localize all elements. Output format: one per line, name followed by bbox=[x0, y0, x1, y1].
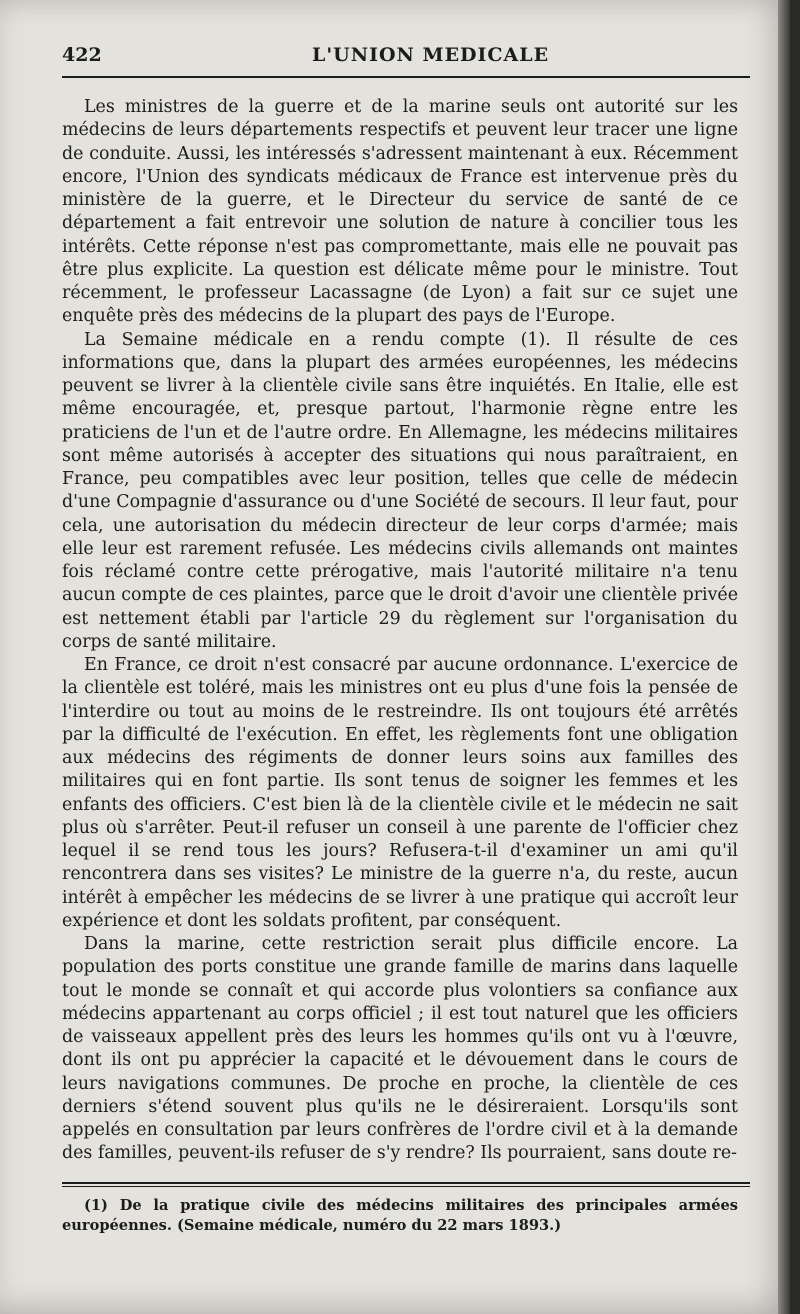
paragraph: La Semaine médicale en a rendu compte (1). Il résulte de ces informations que, dans la plupart des armées européennes, les médecins peuvent se livrer à la clientèle civile sans être inquiétés. En Italie, elle est même encouragée, et, presque partout, l'harmonie règne entre les praticiens de l'un et de l'autre ordre. En Allemagne, les médecins militaires sont même autorisés à accepter des situations qui nous paraîtraient, en France, peu compatibles avec leur position, telles que celle de médecin d'une Compagnie d'assurance ou d'une Société de secours. Il leur faut, pour cela, une autorisation du médecin directeur de leur corps d'armée; mais elle leur est rarement refusée. Les médecins civils allemands ont maintes fois réclamé contre cette prérogative, mais l'autorité militaire n'a tenu aucun compte de ces plaintes, parce que le droit d'avoir une clientèle privée est nettement établi par l'article 29 du règlement sur l'organisation du corps de santé militaire. bbox=[62, 329, 738, 652]
footnote-rule-thin bbox=[62, 1186, 750, 1187]
page-header bbox=[62, 44, 752, 74]
paragraph: Les ministres de la guerre et de la marine seuls ont autorité sur les médecins de leurs départements respectifs et peuvent leur tracer une ligne de conduite. Aussi, les intéressés s'adressent maintenant à eux. Récemment encore, l'Union des syndicats médicaux de France est intervenue près du ministère de la guerre, et le Directeur du service de santé de ce département a fait entrevoir une solution de nature à concilier tous les intérêts. Cette réponse n'est pas compromettante, mais elle ne pouvait pas être plus explicite. La question est délicate même pour le ministre. Tout récemment, le professeur Lacassagne (de Lyon) a fait sur ce sujet une enquête près des médecins de la plupart des pays de l'Europe. bbox=[62, 97, 738, 327]
running-title: L'UNION MEDICALE bbox=[312, 44, 550, 66]
paragraph: Dans la marine, cette restriction serait plus difficile encore. La population des ports constitue une grande famille de marins dans laquelle tout le monde se connaît et qui accorde plus volontiers sa confiance aux médecins appartenant au corps officiel ; il est tout naturel que les officiers de vaisseaux appellent près des leurs les hommes qu'ils ont vu à l'œuvre, dont ils ont pu apprécier la capacité et le dévouement dans le cours de leurs navigations communes. De proche en proche, la clientèle de ces derniers s'étend souvent plus qu'ils ne le désireraient. Lorsqu'ils sont appelés en consultation par leurs confrères de l'ordre civil et à la demande des familles, peuvent-ils refuser de s'y rendre? Ils pourraient, sans doute re- bbox=[62, 934, 738, 1164]
page-edge-shadow bbox=[778, 0, 790, 1314]
page-number: 422 bbox=[62, 44, 102, 66]
article-body bbox=[62, 96, 738, 1166]
paragraph: En France, ce droit n'est consacré par aucune ordonnance. L'exercice de la clientèle est toléré, mais les ministres ont eu plus d'une fois la pensée de l'interdire ou tout au moins de le restreindre. Ils ont toujours été arrêtés par la difficulté de l'exécution. En effet, les règlements font une obligation aux médecins des régiments de donner leurs soins aux familles des militaires qui en font partie. Ils sont tenus de soigner les femmes et les enfants des officiers. C'est bien là de la clientèle civile et le médecin ne sait plus où s'arrêter. Peut-il refuser un conseil à une parente de l'officier chez lequel il se rend tous les jours? Refusera-t-il d'examiner un ami qu'il rencontrera dans ses visites? Le ministre de la guerre n'a, du reste, aucun intérêt à empêcher les médecins de se livrer à une pratique qui accroît leur expérience et dont les soldats profitent, par conséquent. bbox=[62, 655, 738, 931]
footnote: (1) De la pratique civile des médecins militaires des principales armées européennes. (Semaine médicale, numéro du 22 mars 1893.) bbox=[62, 1197, 738, 1234]
footnote-rule bbox=[62, 1182, 750, 1184]
header-rule bbox=[62, 76, 750, 78]
